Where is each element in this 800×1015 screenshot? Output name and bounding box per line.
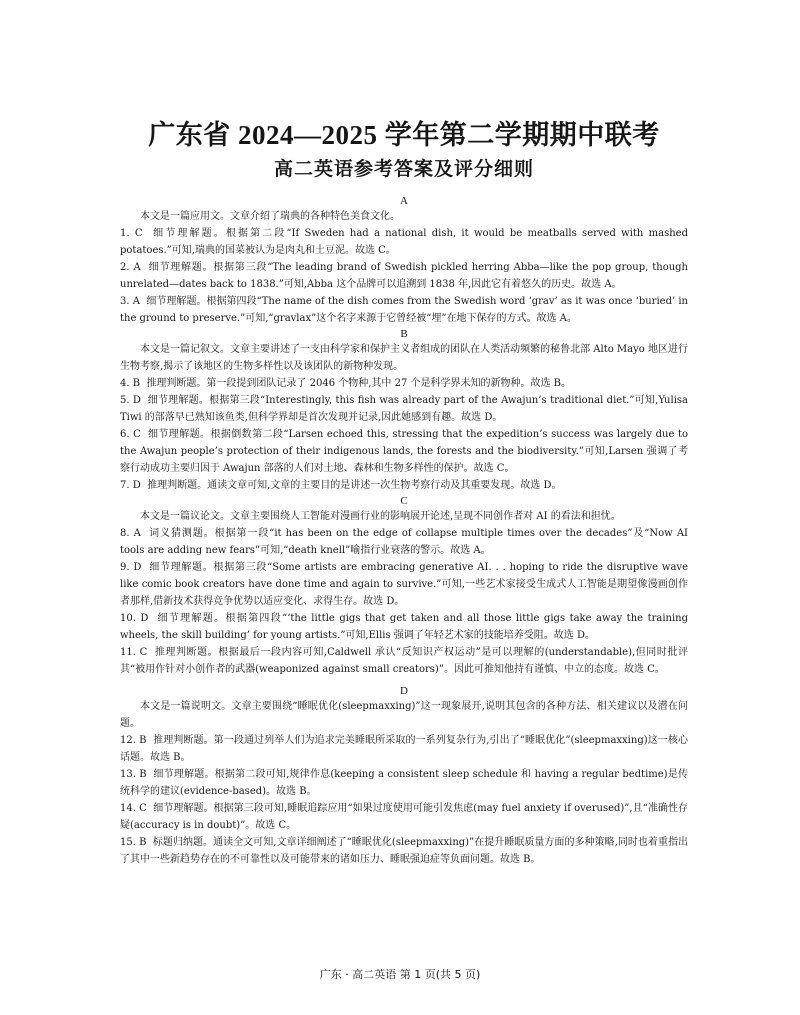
answer-number: 11. C <box>120 647 148 658</box>
answer-number: 1. C <box>120 228 143 239</box>
answer-item <box>120 525 688 559</box>
answer-explanation: 细节理解题。根据第三段“Some artists are embracing generative AI. . . hoping to ride the disruptive wave like comic book creators have done time and again to survive.”可知,一些艺术家接受生成式人工智能是期望像漫画创作者那样,借新技术获得竞争优势以适应变化、求得生存。故选 D。 <box>120 562 688 607</box>
answer-number: 9. D <box>120 562 142 573</box>
answer-item <box>120 766 688 800</box>
answer-explanation: 细节理解题。根据第三段“The leading brand of Swedish pickled herring Abba—like the pop group, though unrelated—dates back to 1838.”可知,Abba 这个品牌可以追溯到 1838 年,因此它有着悠久的历史。故选 A。 <box>120 262 689 290</box>
page-title: 广东省 2024—2025 学年第二学期期中联考 <box>148 120 660 150</box>
answer-explanation: 推理判断题。第一段提到团队记录了 2046 个物种,其中 27 个是科学界未知的新物种。故选 B。 <box>146 378 572 389</box>
answer-number: 8. A <box>120 528 141 539</box>
answer-explanation: 词义猜测题。根据第一段“it has been on the edge of collapse multiple times over the decades”及“Now AI tools are adding new fears”可知,“death knell”喻指行业衰落的警示。故选 A。 <box>120 528 689 556</box>
section-a <box>120 194 688 327</box>
answer-explanation: 推理判断题。根据最后一段内容可知,Caldwell 承认“反知识产权运动”是可以理解的(understandable),但同时批评其“被用作针对小创作者的武器(weaponized against small creators)”。因此可推知他持有谨慎、中立的态度。故选 C。 <box>120 647 689 675</box>
answer-explanation: 推理判断题。第一段通过列举人们为追求完美睡眠所采取的一系列复杂行为,引出了“睡眠优化”(sleepmaxxing)这一核心话题。故选 B。 <box>120 735 689 763</box>
section-label: C <box>400 495 408 507</box>
answer-item <box>120 426 688 477</box>
section-d <box>120 684 688 868</box>
answer-item <box>120 392 688 426</box>
answer-number: 15. B <box>120 837 147 848</box>
answer-number: 6. C <box>120 429 141 440</box>
answer-explanation: 细节理解题。根据第二段“If Sweden had a national dish, it would be meatballs served with mashed potatoes.”可知,瑞典的国菜被认为是肉丸和土豆泥。故选 C。 <box>120 228 689 256</box>
answer-item <box>120 259 688 293</box>
answer-number: 3. A <box>120 296 140 307</box>
answer-explanation: 细节理解题。根据倒数第二段“Larsen echoed this, stressing that the expedition’s success was largely due to the Awajun people’s protection of their indigenous lands, the forests and the biodiversity.”可知,Larsen 强调了考察行动成功主要归因于 Awajun 部落的人们对土地、森林和生物多样性的保护。故选 C。 <box>120 429 689 474</box>
answer-item <box>120 732 688 766</box>
answer-number: 13. B <box>120 769 147 780</box>
section-intro: 本文是一篇说明文。文章主要围绕“睡眠优化(sleepmaxxing)”这一现象展开,说明其包含的各种方法、相关建议以及潜在问题。 <box>120 701 688 729</box>
section-c <box>120 494 688 678</box>
answer-item <box>120 644 688 678</box>
answer-number: 4. B <box>120 378 141 389</box>
answer-item <box>120 225 688 259</box>
answer-explanation: 标题归纳题。通读全文可知,文章详细阐述了“睡眠优化(sleepmaxxing)”在提升睡眠质量方面的多种策略,同时也着重指出了其中一些新趋势存在的不可靠性以及可能带来的诸如压力、睡眠强迫症等负面问题。故选 B。 <box>120 837 689 865</box>
section-intro: 本文是一篇议论文。文章主要围绕人工智能对漫画行业的影响展开论述,呈现不同创作者对 AI 的看法和担忧。 <box>140 511 621 522</box>
answer-number: 7. D <box>120 480 141 491</box>
answer-number: 14. C <box>120 803 147 814</box>
answer-explanation: 推理判断题。通读文章可知,文章的主要目的是讲述一次生物考察行动及其重要发现。故选 D。 <box>147 480 562 491</box>
answer-number: 5. D <box>120 395 141 406</box>
section-label: D <box>400 685 408 697</box>
answer-item <box>120 610 688 644</box>
page-footer: 广东 · 高二英语 第 1 页(共 5 页) <box>319 968 481 981</box>
answer-explanation: 细节理解题。根据第三段“Interestingly, this fish was already part of the Awajun’s traditional diet.”可知,Yulisa Tiwi 的部落早已熟知该鱼类,但科学界却是首次发现并记录,因此她感到有趣。故选 D。 <box>120 395 688 423</box>
answer-explanation: 细节理解题。根据第四段“The name of the dish comes from the Swedish word ‘grav’ as it was once ‘buried’ in the ground to preserve.”可知,“gravlax”这个名字来源于它曾经被“埋”在地下保存的方式。故选 A。 <box>120 296 688 324</box>
section-b <box>120 327 688 494</box>
page-subtitle: 高二英语参考答案及评分细则 <box>273 158 534 180</box>
answer-item <box>120 293 688 327</box>
answer-item <box>120 834 688 868</box>
section-label: A <box>400 195 408 207</box>
section-intro: 本文是一篇应用文。文章介绍了瑞典的各种特色美食文化。 <box>140 211 400 222</box>
answer-item <box>120 477 688 494</box>
section-label: B <box>400 328 408 340</box>
section-intro: 本文是一篇记叙文。文章主要讲述了一支由科学家和保护主义者组成的团队在人类活动频繁的秘鲁北部 Alto Mayo 地区进行生物考察,揭示了该地区的生物多样性以及该团队的新物种发现。 <box>120 344 688 372</box>
answer-item <box>120 800 688 834</box>
answer-number: 10. D <box>120 613 149 624</box>
answer-item <box>120 375 688 392</box>
answer-number: 12. B <box>120 735 147 746</box>
answer-number: 2. A <box>120 262 141 273</box>
answer-explanation: 细节理解题。根据第二段可知,规律作息(keeping a consistent sleep schedule 和 having a regular bedtime)是传统科学的建议(evidence-based)。故选 B。 <box>120 769 688 797</box>
answer-explanation: 细节理解题。根据第三段可知,睡眠追踪应用“如果过度使用可能引发焦虑(may fuel anxiety if overused)”,且“准确性存疑(accuracy is in doubt)”。故选 C。 <box>120 803 689 831</box>
answer-explanation: 细节理解题。根据第四段“‘the little gigs that get taken and all those little gigs take away the training wheels, the skill building’ for young artists.”可知,Ellis 强调了年轻艺术家的技能培养受阻。故选 D。 <box>120 613 689 641</box>
answer-item <box>120 559 688 610</box>
